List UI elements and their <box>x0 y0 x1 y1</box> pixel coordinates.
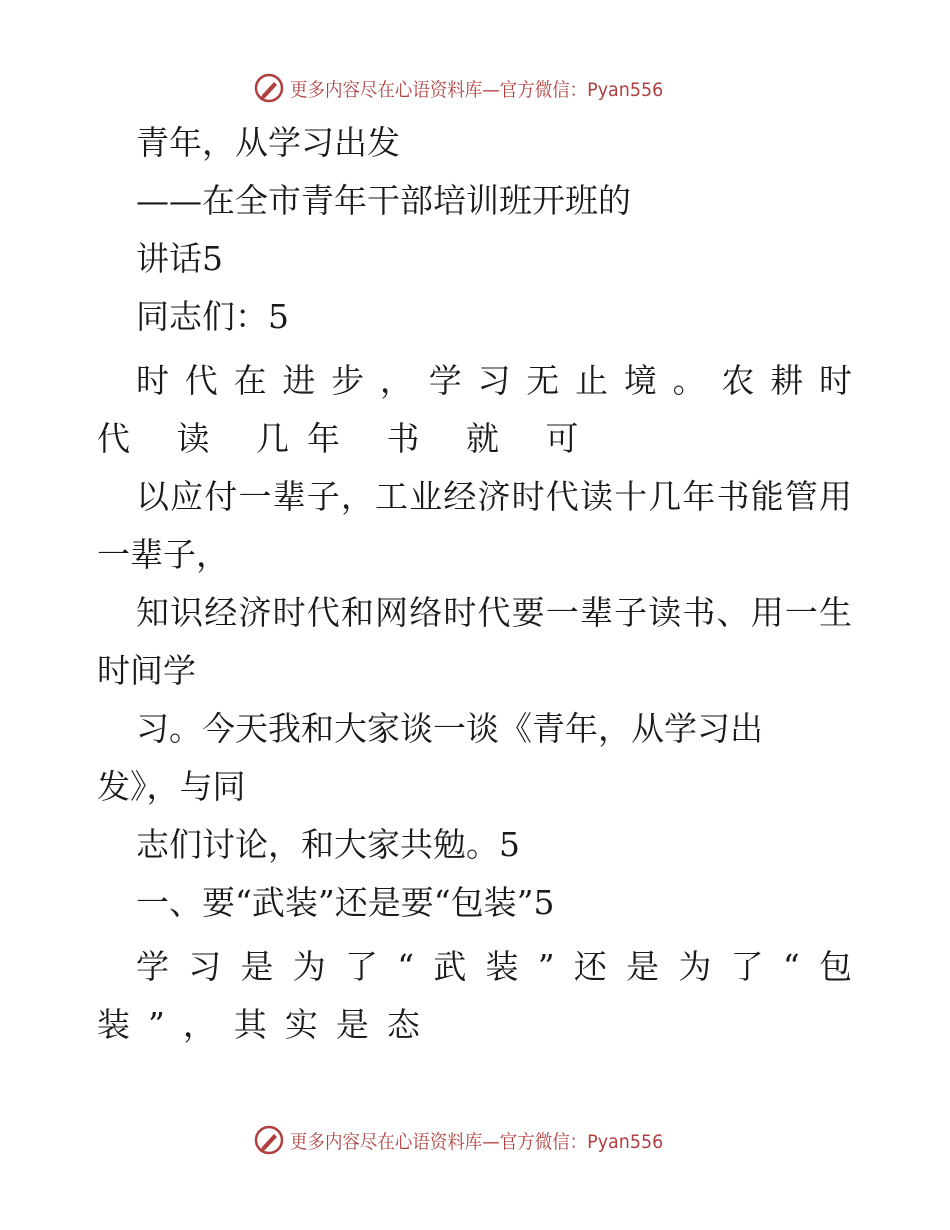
doc-paragraph-line: 一辈子， <box>97 535 229 574</box>
doc-paragraph-line: 习。今天我和大家谈一谈《青年，从学习出 <box>136 709 763 748</box>
doc-paragraph-line: 装”，其实是态 <box>97 1005 438 1044</box>
pen-logo-icon <box>254 1125 284 1155</box>
doc-salutation: 同志们：5 <box>136 297 289 336</box>
doc-subtitle: ——在全市青年干部培训班开班的 <box>136 181 631 220</box>
header-banner-text: 更多内容尽在心语资料库—官方微信：Pyan556 <box>290 78 664 101</box>
doc-paragraph-line: 以应付一辈子，工业经济时代读十几年书能管用 <box>136 477 852 516</box>
pen-logo-icon <box>254 73 284 103</box>
doc-paragraph-line: 时代在进步，学习无止境。农耕时 <box>136 361 852 400</box>
doc-paragraph-line: 学习是为了“武装”还是为了“包 <box>136 947 852 986</box>
doc-paragraph-line: 代 读 几年 书 就 可 <box>97 419 597 458</box>
footer-banner <box>0 1120 950 1160</box>
doc-paragraph-line: 知识经济时代和网络时代要一辈子读书、用一生 <box>136 593 852 632</box>
footer-banner-text: 更多内容尽在心语资料库—官方微信：Pyan556 <box>290 1130 664 1153</box>
header-banner <box>0 68 950 108</box>
doc-paragraph-line: 志们讨论，和大家共勉。5 <box>136 825 520 864</box>
doc-title: 青年，从学习出发 <box>136 123 400 162</box>
doc-subtitle-cont: 讲话5 <box>136 239 223 278</box>
doc-paragraph-line: 时间学 <box>97 651 196 690</box>
doc-paragraph-line: 发》，与同 <box>97 767 246 806</box>
doc-section-heading: 一、要“武装”还是要“包装”5 <box>136 883 555 922</box>
